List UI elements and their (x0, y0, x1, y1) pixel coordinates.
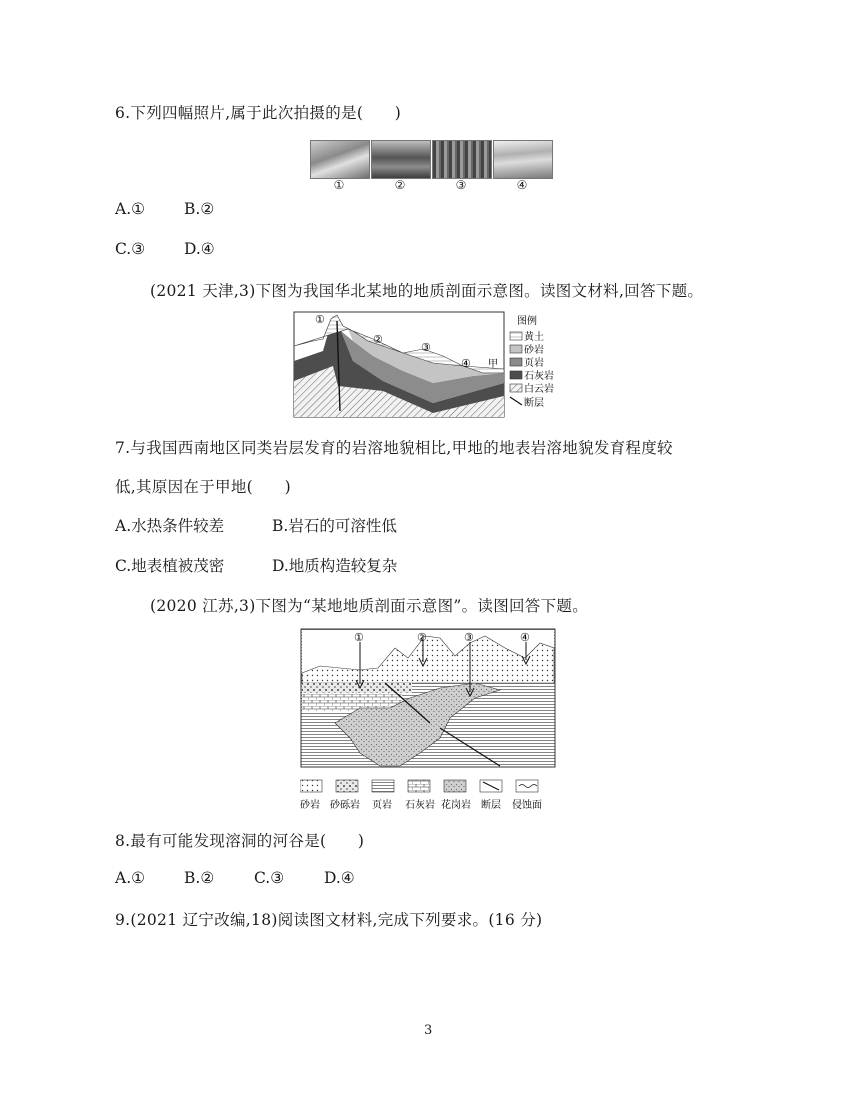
q7-intro: (2021 天津,3)下图为我国华北某地的地质剖面示意图。读图文材料,回答下题。 (150, 282, 704, 300)
q6-option-c[interactable]: C.③ (115, 240, 146, 258)
geologic-profile-figure-1 (293, 311, 555, 419)
q7-option-d[interactable]: D.地质构造较复杂 (272, 557, 398, 575)
photo-2 (371, 140, 431, 179)
legend2-conglomerate: 砂砾岩 (330, 800, 360, 811)
q6-option-a[interactable]: A.① (115, 200, 146, 218)
q7-stem-line1: 7.与我国西南地区同类岩层发育的岩溶地貌相比,甲地的地表岩溶地貌发育程度较 (115, 439, 673, 457)
q8-stem: 8.最有可能发现溶洞的河谷是( ) (115, 832, 365, 850)
q8-option-d[interactable]: D.④ (324, 869, 355, 887)
q8-option-b[interactable]: B.② (184, 869, 215, 887)
photo-label-3: ③ (455, 178, 467, 192)
photo-3 (432, 140, 492, 179)
q7-option-b[interactable]: B.岩石的可溶性低 (272, 517, 397, 535)
legend2-granite: 花岗岩 (441, 800, 471, 811)
legend-fault: 断层 (524, 398, 544, 409)
photo-label-4: ④ (516, 178, 528, 192)
q9-stem: 9.(2021 辽宁改编,18)阅读图文材料,完成下列要求。(16 分) (115, 911, 543, 929)
q6-option-d[interactable]: D.④ (184, 240, 215, 258)
conglomerate-layer (302, 683, 412, 693)
photo-4 (493, 140, 553, 179)
q7-stem-line2: 低,其原因在于甲地( ) (115, 478, 291, 496)
fig1-marker-4: ④ (461, 357, 471, 370)
fig2-marker-2: ② (417, 631, 427, 644)
legend2-erosion-surface: 侵蚀面 (512, 800, 542, 811)
fig2-marker-4: ④ (520, 631, 530, 644)
fig2-marker-3: ③ (464, 631, 474, 644)
geologic-profile-figure-2 (300, 628, 556, 813)
q7-option-c[interactable]: C.地表植被茂密 (115, 557, 225, 575)
page-number: 3 (424, 1023, 433, 1038)
photo-1 (310, 140, 370, 179)
q8-option-c[interactable]: C.③ (254, 869, 285, 887)
q7-option-a[interactable]: A.水热条件较差 (115, 517, 225, 535)
q6-option-b[interactable]: B.② (184, 200, 215, 218)
q8-intro: (2020 江苏,3)下图为“某地地质剖面示意图”。读图回答下题。 (150, 597, 589, 615)
fig1-marker-2: ② (373, 333, 383, 346)
legend-limestone: 石灰岩 (524, 371, 554, 382)
legend2-fault: 断层 (481, 800, 501, 811)
legend-loess: 黄土 (524, 332, 544, 343)
fig1-legend-title: 图例 (517, 316, 537, 327)
fig2-marker-1: ① (354, 631, 364, 644)
fig1-marker-1: ① (315, 313, 325, 326)
q6-photo-strip (310, 140, 555, 192)
q6-stem: 6.下列四幅照片,属于此次拍摄的是( ) (115, 104, 402, 122)
photo-label-1: ① (333, 178, 345, 192)
q8-option-a[interactable]: A.① (115, 869, 146, 887)
legend-shale: 页岩 (524, 358, 544, 369)
fig1-marker-jia: 甲 (488, 359, 498, 370)
legend-dolomite: 白云岩 (524, 384, 554, 395)
legend2-limestone: 石灰岩 (405, 800, 435, 811)
legend2-sandstone: 砂岩 (300, 800, 320, 811)
photo-label-2: ② (394, 178, 406, 192)
legend2-shale: 页岩 (372, 800, 392, 811)
legend-sandstone: 砂岩 (524, 345, 544, 356)
fig1-marker-3: ③ (421, 341, 431, 354)
